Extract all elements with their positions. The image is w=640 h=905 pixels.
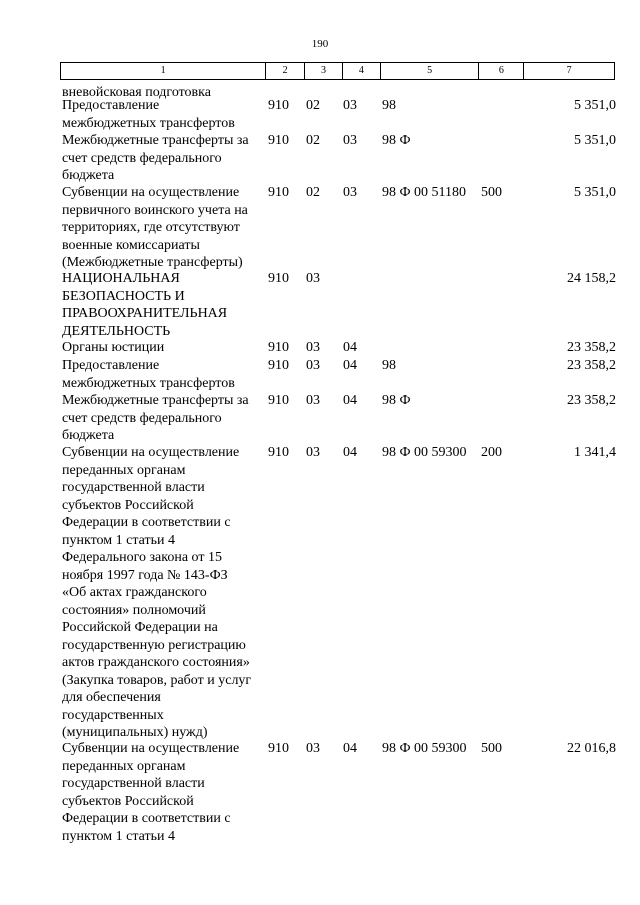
item-name-line: Федерации в соответствии с (62, 811, 231, 826)
item-name-line: межбюджетных трансфертов (62, 115, 235, 131)
section-cell: 02 (306, 98, 320, 113)
subsection-cell: 04 (343, 445, 357, 460)
item-name-line: НАЦИОНАЛЬНАЯ (62, 271, 180, 286)
item-name-line: Российской Федерации на (62, 620, 218, 635)
item-name-line: Федерации в соответствии с (62, 515, 231, 530)
expense-type-cell: 200 (481, 445, 502, 460)
budget-code-cell: 910 (268, 358, 289, 373)
header-col-1: 1 (61, 63, 266, 79)
section-cell: 03 (306, 271, 320, 286)
page-number: 190 (311, 38, 329, 50)
item-name-line: Органы юстиции (62, 340, 165, 355)
item-name-cell (62, 132, 267, 185)
item-name-cell (62, 357, 267, 392)
budget-code-cell: 910 (268, 133, 289, 148)
item-name-line: государственных (62, 707, 164, 723)
amount-cell: 1 341,4 (574, 445, 616, 460)
section-cell: 03 (306, 393, 320, 408)
expense-type-cell: 500 (481, 741, 502, 756)
item-name-line: ноября 1997 года № 143-ФЗ (62, 567, 228, 583)
item-name-cell (62, 270, 267, 340)
item-name-line: для обеспечения (62, 690, 161, 705)
budget-code-cell: 910 (268, 185, 289, 200)
article-cell: 98 (382, 98, 396, 113)
item-name-line: переданных органам (62, 462, 186, 478)
header-col-5: 5 (381, 63, 480, 79)
item-name-line: переданных органам (62, 758, 186, 774)
item-name-line: территориях, где отсутствуют (62, 220, 240, 235)
item-name-line: счет средств федерального (62, 150, 222, 166)
article-cell: 98 Ф 00 59300 (382, 445, 467, 460)
section-cell: 03 (306, 445, 320, 460)
section-cell: 03 (306, 741, 320, 756)
budget-code-cell: 910 (268, 271, 289, 286)
item-name-line: Субвенции на осуществление (62, 445, 240, 460)
item-name-line: пунктом 1 статьи 4 (62, 828, 175, 844)
item-name-line: актов гражданского состояния» (62, 655, 250, 670)
item-name-line: первичного воинского учета на (62, 202, 248, 218)
item-name-cell (62, 339, 267, 357)
budget-code-cell: 910 (268, 741, 289, 756)
item-name-cell (62, 392, 267, 445)
item-name-line: (Закупка товаров, работ и услуг (62, 672, 252, 688)
section-cell: 02 (306, 133, 320, 148)
header-col-3: 3 (305, 63, 343, 79)
subsection-cell: 04 (343, 358, 357, 373)
budget-code-cell: 910 (268, 98, 289, 113)
item-name-line: государственной власти (62, 776, 205, 791)
subsection-cell: 04 (343, 741, 357, 756)
expense-type-cell: 500 (481, 185, 502, 200)
section-cell: 03 (306, 358, 320, 373)
item-name-line: государственную регистрацию (62, 637, 246, 653)
amount-cell: 23 358,2 (567, 340, 616, 355)
budget-code-cell: 910 (268, 445, 289, 460)
amount-cell: 23 358,2 (567, 393, 616, 408)
item-name-line: субъектов Российской (62, 497, 194, 513)
item-name-line: межбюджетных трансфертов (62, 375, 235, 391)
amount-cell: 5 351,0 (574, 98, 616, 113)
amount-cell: 22 016,8 (567, 741, 616, 756)
item-name-line: вневойсковая подготовка (62, 85, 211, 100)
item-name-line: Субвенции на осуществление (62, 741, 240, 756)
item-name-line: БЕЗОПАСНОСТЬ И (62, 288, 185, 304)
item-name-cell (62, 97, 267, 132)
header-col-2: 2 (266, 63, 305, 79)
item-name-line: военные комиссариаты (62, 237, 200, 253)
subsection-cell: 03 (343, 98, 357, 113)
amount-cell: 24 158,2 (567, 271, 616, 286)
header-col-4: 4 (343, 63, 381, 79)
item-name-line: (Межбюджетные трансферты) (62, 255, 243, 270)
item-name-line: «Об актах гражданского (62, 585, 207, 600)
header-col-7: 7 (566, 65, 572, 76)
budget-code-cell: 910 (268, 393, 289, 408)
item-name-line: Федерального закона от 15 (62, 550, 222, 565)
item-name-line: Межбюджетные трансферты за (62, 393, 249, 408)
section-cell: 02 (306, 185, 320, 200)
amount-cell: 5 351,0 (574, 133, 616, 148)
item-name-line: Межбюджетные трансферты за (62, 133, 249, 148)
subsection-cell: 04 (343, 340, 357, 355)
item-name-cell (62, 184, 267, 272)
amount-cell: 5 351,0 (574, 185, 616, 200)
item-name-line: Предоставление (62, 358, 160, 373)
article-cell: 98 Ф (382, 393, 411, 408)
item-name-line: субъектов Российской (62, 793, 194, 809)
header-col-6: 6 (479, 63, 524, 79)
item-name-line: состояния» полномочий (62, 602, 206, 618)
subsection-cell: 03 (343, 133, 357, 148)
item-name-line: Предоставление (62, 98, 160, 113)
item-name-line: пунктом 1 статьи 4 (62, 532, 175, 548)
item-name-line: (муниципальных) нужд) (62, 725, 208, 740)
item-name-cell (62, 740, 267, 845)
item-name-line: Субвенции на осуществление (62, 185, 240, 200)
item-name-line: бюджета (62, 168, 115, 183)
amount-cell: 23 358,2 (567, 358, 616, 373)
article-cell: 98 Ф (382, 133, 411, 148)
item-name-line: государственной власти (62, 480, 205, 495)
section-cell: 03 (306, 340, 320, 355)
subsection-cell: 04 (343, 393, 357, 408)
item-name-cell (62, 444, 267, 742)
item-name-line: счет средств федерального (62, 410, 222, 426)
article-cell: 98 Ф 00 51180 (382, 185, 467, 200)
subsection-cell: 03 (343, 185, 357, 200)
item-name-line: бюджета (62, 428, 115, 443)
article-cell: 98 (382, 358, 396, 373)
budget-code-cell: 910 (268, 340, 289, 355)
article-cell: 98 Ф 00 59300 (382, 741, 467, 756)
item-name-line: ПРАВООХРАНИТЕЛЬНАЯ (62, 306, 228, 321)
item-name-line: ДЕЯТЕЛЬНОСТЬ (62, 323, 171, 339)
